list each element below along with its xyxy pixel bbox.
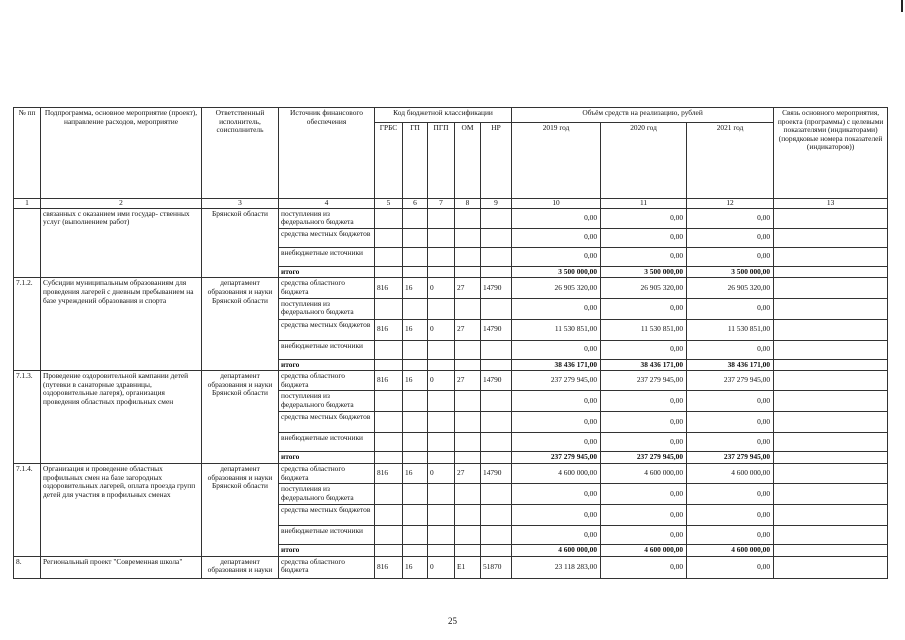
amount-value: 0,00 <box>601 433 687 452</box>
budget-code <box>375 340 403 359</box>
budget-code <box>428 266 455 278</box>
budget-code <box>375 412 403 433</box>
budget-code <box>375 208 403 228</box>
funding-source: поступления из федерального бюджета <box>279 298 375 319</box>
executor: департамент образования и науки Брянской области <box>202 463 279 556</box>
budget-code <box>481 266 512 278</box>
edge-mark <box>901 0 903 12</box>
amount-value: 0,00 <box>687 556 774 578</box>
budget-code <box>403 391 428 412</box>
indicator-link <box>774 412 888 433</box>
budget-code <box>375 526 403 545</box>
budget-code <box>375 505 403 526</box>
table-row <box>14 556 888 578</box>
funding-source: средства местных бюджетов <box>279 412 375 433</box>
amount-value: 0,00 <box>512 247 601 266</box>
budget-code <box>481 484 512 505</box>
budget-code <box>428 452 455 464</box>
amount-value: 237 279 945,00 <box>512 371 601 391</box>
indicator-link <box>774 371 888 391</box>
budget-code: 16 <box>403 319 428 340</box>
amount-value: 0,00 <box>601 505 687 526</box>
budget-code <box>403 298 428 319</box>
amount-value: 4 600 000,00 <box>601 463 687 483</box>
funding-source: итого <box>279 545 375 557</box>
budget-code <box>428 208 455 228</box>
measure-name: Региональный проект "Современная школа" <box>41 556 202 578</box>
budget-code: 0 <box>428 278 455 298</box>
budget-code <box>375 452 403 464</box>
header-code: ОМ <box>455 123 481 199</box>
amount-value: 0,00 <box>687 433 774 452</box>
funding-source: поступления из федерального бюджета <box>279 484 375 505</box>
budget-code <box>375 484 403 505</box>
header-amount-group: Объём средств на реализацию, рублей <box>512 108 774 123</box>
amount-value: 0,00 <box>687 484 774 505</box>
amount-value: 0,00 <box>601 228 687 247</box>
table-row <box>14 208 888 228</box>
budget-code <box>481 391 512 412</box>
budget-code <box>375 228 403 247</box>
header-no: № пп <box>14 108 41 199</box>
column-number: 5 <box>375 199 403 209</box>
amount-value: 237 279 945,00 <box>687 371 774 391</box>
budget-code <box>428 505 455 526</box>
column-number: 12 <box>687 199 774 209</box>
measure-name: Организация и проведение областных профильных смен на базе загородных оздоровительных лагерей, оплата проезда групп детей для участия в профильных сменах <box>41 463 202 556</box>
header-code: НР <box>481 123 512 199</box>
budget-code <box>481 208 512 228</box>
executor: департамент образования и науки <box>202 556 279 578</box>
funding-source: внебюджетные источники <box>279 340 375 359</box>
indicator-link <box>774 340 888 359</box>
budget-code <box>375 359 403 371</box>
funding-source: внебюджетные источники <box>279 247 375 266</box>
budget-code <box>403 359 428 371</box>
budget-code <box>403 412 428 433</box>
amount-value: 0,00 <box>687 208 774 228</box>
indicator-link <box>774 359 888 371</box>
budget-code: 816 <box>375 278 403 298</box>
budget-code <box>481 228 512 247</box>
table-row <box>14 278 888 298</box>
funding-source: поступления из федерального бюджета <box>279 391 375 412</box>
amount-value: 0,00 <box>687 298 774 319</box>
budget-code <box>455 228 481 247</box>
indicator-link <box>774 545 888 557</box>
indicator-link <box>774 266 888 278</box>
funding-source: итого <box>279 452 375 464</box>
budget-code <box>403 484 428 505</box>
amount-value: 3 500 000,00 <box>687 266 774 278</box>
funding-source: средства областного бюджета <box>279 463 375 483</box>
funding-source: средства областного бюджета <box>279 278 375 298</box>
budget-code <box>455 298 481 319</box>
amount-value: 0,00 <box>601 391 687 412</box>
budget-code <box>428 340 455 359</box>
budget-code: 816 <box>375 556 403 578</box>
budget-code <box>375 247 403 266</box>
funding-source: средства областного бюджета <box>279 556 375 578</box>
budget-code <box>403 545 428 557</box>
budget-code: 27 <box>455 463 481 483</box>
budget-code <box>481 247 512 266</box>
amount-value: 0,00 <box>687 526 774 545</box>
budget-code <box>455 505 481 526</box>
measure-name: Субсидии муниципальным образованиям для проведения лагерей с дневным пребыванием на базе учреждений образования и спорта <box>41 278 202 371</box>
budget-code: 14790 <box>481 463 512 483</box>
budget-code <box>375 545 403 557</box>
indicator-link <box>774 433 888 452</box>
budget-code: 0 <box>428 319 455 340</box>
amount-value: 0,00 <box>601 526 687 545</box>
amount-value: 0,00 <box>512 526 601 545</box>
indicator-link <box>774 228 888 247</box>
budget-code: 27 <box>455 371 481 391</box>
budget-code: 16 <box>403 463 428 483</box>
budget-code: 816 <box>375 319 403 340</box>
indicator-link <box>774 298 888 319</box>
amount-value: 38 436 171,00 <box>512 359 601 371</box>
table-row <box>14 463 888 483</box>
budget-code <box>481 433 512 452</box>
budget-code: 14790 <box>481 371 512 391</box>
executor: департамент образования и науки Брянской области <box>202 371 279 464</box>
budget-code <box>403 433 428 452</box>
budget-code <box>375 391 403 412</box>
budget-code: 14790 <box>481 319 512 340</box>
amount-value: 3 500 000,00 <box>512 266 601 278</box>
amount-value: 4 600 000,00 <box>687 463 774 483</box>
amount-value: 23 118 283,00 <box>512 556 601 578</box>
budget-code <box>481 359 512 371</box>
column-number: 8 <box>455 199 481 209</box>
budget-code <box>403 266 428 278</box>
header-code: ГП <box>403 123 428 199</box>
column-numbers-row <box>14 199 888 209</box>
budget-code <box>375 433 403 452</box>
budget-code <box>428 545 455 557</box>
budget-code: 14790 <box>481 278 512 298</box>
budget-code: 0 <box>428 556 455 578</box>
amount-value: 0,00 <box>687 247 774 266</box>
budget-code: 16 <box>403 556 428 578</box>
column-number: 3 <box>202 199 279 209</box>
funding-source: итого <box>279 359 375 371</box>
budget-code <box>403 452 428 464</box>
column-number: 1 <box>14 199 41 209</box>
indicator-link <box>774 391 888 412</box>
budget-code <box>428 433 455 452</box>
page-number: 25 <box>448 616 457 626</box>
budget-code <box>481 412 512 433</box>
funding-source: внебюджетные источники <box>279 526 375 545</box>
amount-value: 0,00 <box>512 391 601 412</box>
funding-source: внебюджетные источники <box>279 433 375 452</box>
budget-table <box>13 107 888 579</box>
budget-code: E1 <box>455 556 481 578</box>
indicator-link <box>774 319 888 340</box>
header-year: 2020 год <box>601 123 687 199</box>
amount-value: 0,00 <box>687 340 774 359</box>
budget-code <box>455 526 481 545</box>
indicator-link <box>774 452 888 464</box>
amount-value: 0,00 <box>512 298 601 319</box>
budget-code <box>428 247 455 266</box>
funding-source: средства областного бюджета <box>279 371 375 391</box>
indicator-link <box>774 484 888 505</box>
amount-value: 4 600 000,00 <box>687 545 774 557</box>
amount-value: 0,00 <box>687 505 774 526</box>
amount-value: 0,00 <box>512 228 601 247</box>
budget-code <box>403 505 428 526</box>
amount-value: 38 436 171,00 <box>601 359 687 371</box>
amount-value: 0,00 <box>601 208 687 228</box>
amount-value: 0,00 <box>601 556 687 578</box>
table-row <box>14 371 888 391</box>
budget-code <box>403 526 428 545</box>
indicator-link <box>774 208 888 228</box>
budget-code: 816 <box>375 463 403 483</box>
amount-value: 0,00 <box>512 340 601 359</box>
header-year: 2019 год <box>512 123 601 199</box>
column-number: 7 <box>428 199 455 209</box>
budget-code <box>375 266 403 278</box>
header-executor: Ответственный исполнитель, соисполнитель <box>202 108 279 199</box>
header-code: ПГП <box>428 123 455 199</box>
budget-code <box>455 247 481 266</box>
amount-value: 11 530 851,00 <box>601 319 687 340</box>
column-number: 4 <box>279 199 375 209</box>
funding-source: средства местных бюджетов <box>279 505 375 526</box>
budget-code: 816 <box>375 371 403 391</box>
budget-code <box>428 298 455 319</box>
budget-code <box>428 412 455 433</box>
row-number <box>14 208 41 278</box>
budget-code <box>455 484 481 505</box>
budget-code <box>403 208 428 228</box>
measure-name: связанных с оказанием ими государ- ственных услуг (выполнением работ) <box>41 208 202 278</box>
budget-code: 0 <box>428 463 455 483</box>
indicator-link <box>774 247 888 266</box>
executor: департамент образования и науки Брянской области <box>202 278 279 371</box>
row-number: 7.1.3. <box>14 371 41 464</box>
amount-value: 0,00 <box>687 228 774 247</box>
indicator-link <box>774 505 888 526</box>
budget-code: 27 <box>455 319 481 340</box>
amount-value: 0,00 <box>601 484 687 505</box>
budget-code <box>481 505 512 526</box>
budget-code <box>481 452 512 464</box>
indicator-link <box>774 526 888 545</box>
budget-code <box>428 359 455 371</box>
budget-code <box>403 228 428 247</box>
budget-code <box>428 228 455 247</box>
header-year: 2021 год <box>687 123 774 199</box>
amount-value: 0,00 <box>512 412 601 433</box>
indicator-link <box>774 278 888 298</box>
amount-value: 0,00 <box>687 412 774 433</box>
indicator-link <box>774 556 888 578</box>
measure-name: Проведение оздоровительной кампании детей (путевки в санаторные здравницы, оздоровительные лагеря), организация проведения областных профильных смен <box>41 371 202 464</box>
funding-source: итого <box>279 266 375 278</box>
amount-value: 0,00 <box>601 340 687 359</box>
indicator-link <box>774 463 888 483</box>
amount-value: 26 905 320,00 <box>512 278 601 298</box>
column-number: 2 <box>41 199 202 209</box>
row-number: 7.1.4. <box>14 463 41 556</box>
column-number: 9 <box>481 199 512 209</box>
amount-value: 237 279 945,00 <box>601 371 687 391</box>
amount-value: 0,00 <box>512 433 601 452</box>
budget-code <box>428 391 455 412</box>
amount-value: 3 500 000,00 <box>601 266 687 278</box>
amount-value: 26 905 320,00 <box>687 278 774 298</box>
header-name: Подпрограмма, основное мероприятие (проект), направление расходов, мероприятие <box>41 108 202 199</box>
amount-value: 237 279 945,00 <box>512 452 601 464</box>
amount-value: 11 530 851,00 <box>512 319 601 340</box>
column-number: 11 <box>601 199 687 209</box>
budget-code <box>403 340 428 359</box>
column-number: 10 <box>512 199 601 209</box>
amount-value: 11 530 851,00 <box>687 319 774 340</box>
amount-value: 0,00 <box>512 505 601 526</box>
header-source: Источник финансового обеспечения <box>279 108 375 199</box>
budget-code <box>481 340 512 359</box>
amount-value: 4 600 000,00 <box>601 545 687 557</box>
budget-code <box>455 545 481 557</box>
amount-value: 0,00 <box>601 247 687 266</box>
amount-value: 0,00 <box>601 298 687 319</box>
funding-source: поступления из федерального бюджета <box>279 208 375 228</box>
budget-code: 51870 <box>481 556 512 578</box>
budget-code <box>455 340 481 359</box>
funding-source: средства местных бюджетов <box>279 228 375 247</box>
amount-value: 237 279 945,00 <box>601 452 687 464</box>
budget-code <box>481 526 512 545</box>
budget-code <box>481 298 512 319</box>
amount-value: 0,00 <box>601 412 687 433</box>
budget-code <box>428 526 455 545</box>
budget-code <box>455 452 481 464</box>
budget-code <box>455 412 481 433</box>
budget-code <box>481 545 512 557</box>
budget-code <box>455 433 481 452</box>
executor: Брянской области <box>202 208 279 278</box>
budget-code: 0 <box>428 371 455 391</box>
amount-value: 0,00 <box>512 208 601 228</box>
column-number: 6 <box>403 199 428 209</box>
amount-value: 38 436 171,00 <box>687 359 774 371</box>
amount-value: 4 600 000,00 <box>512 463 601 483</box>
column-number: 13 <box>774 199 888 209</box>
row-number: 7.1.2. <box>14 278 41 371</box>
budget-code <box>428 484 455 505</box>
amount-value: 237 279 945,00 <box>687 452 774 464</box>
budget-code <box>455 266 481 278</box>
budget-code <box>455 359 481 371</box>
row-number: 8. <box>14 556 41 578</box>
amount-value: 0,00 <box>687 391 774 412</box>
budget-code <box>455 208 481 228</box>
amount-value: 26 905 320,00 <box>601 278 687 298</box>
amount-value: 0,00 <box>512 484 601 505</box>
budget-code <box>403 247 428 266</box>
budget-code: 27 <box>455 278 481 298</box>
header-link: Связь основного мероприятия, проекта (программы) с целевыми показателями (индикаторами) (порядковые номера показателей (индикаторов)) <box>774 108 888 199</box>
header-code: ГРБС <box>375 123 403 199</box>
budget-code <box>375 298 403 319</box>
header-code-group: Код бюджетной классификации <box>375 108 512 123</box>
funding-source: средства местных бюджетов <box>279 319 375 340</box>
budget-code: 16 <box>403 278 428 298</box>
amount-value: 4 600 000,00 <box>512 545 601 557</box>
budget-code: 16 <box>403 371 428 391</box>
budget-code <box>455 391 481 412</box>
